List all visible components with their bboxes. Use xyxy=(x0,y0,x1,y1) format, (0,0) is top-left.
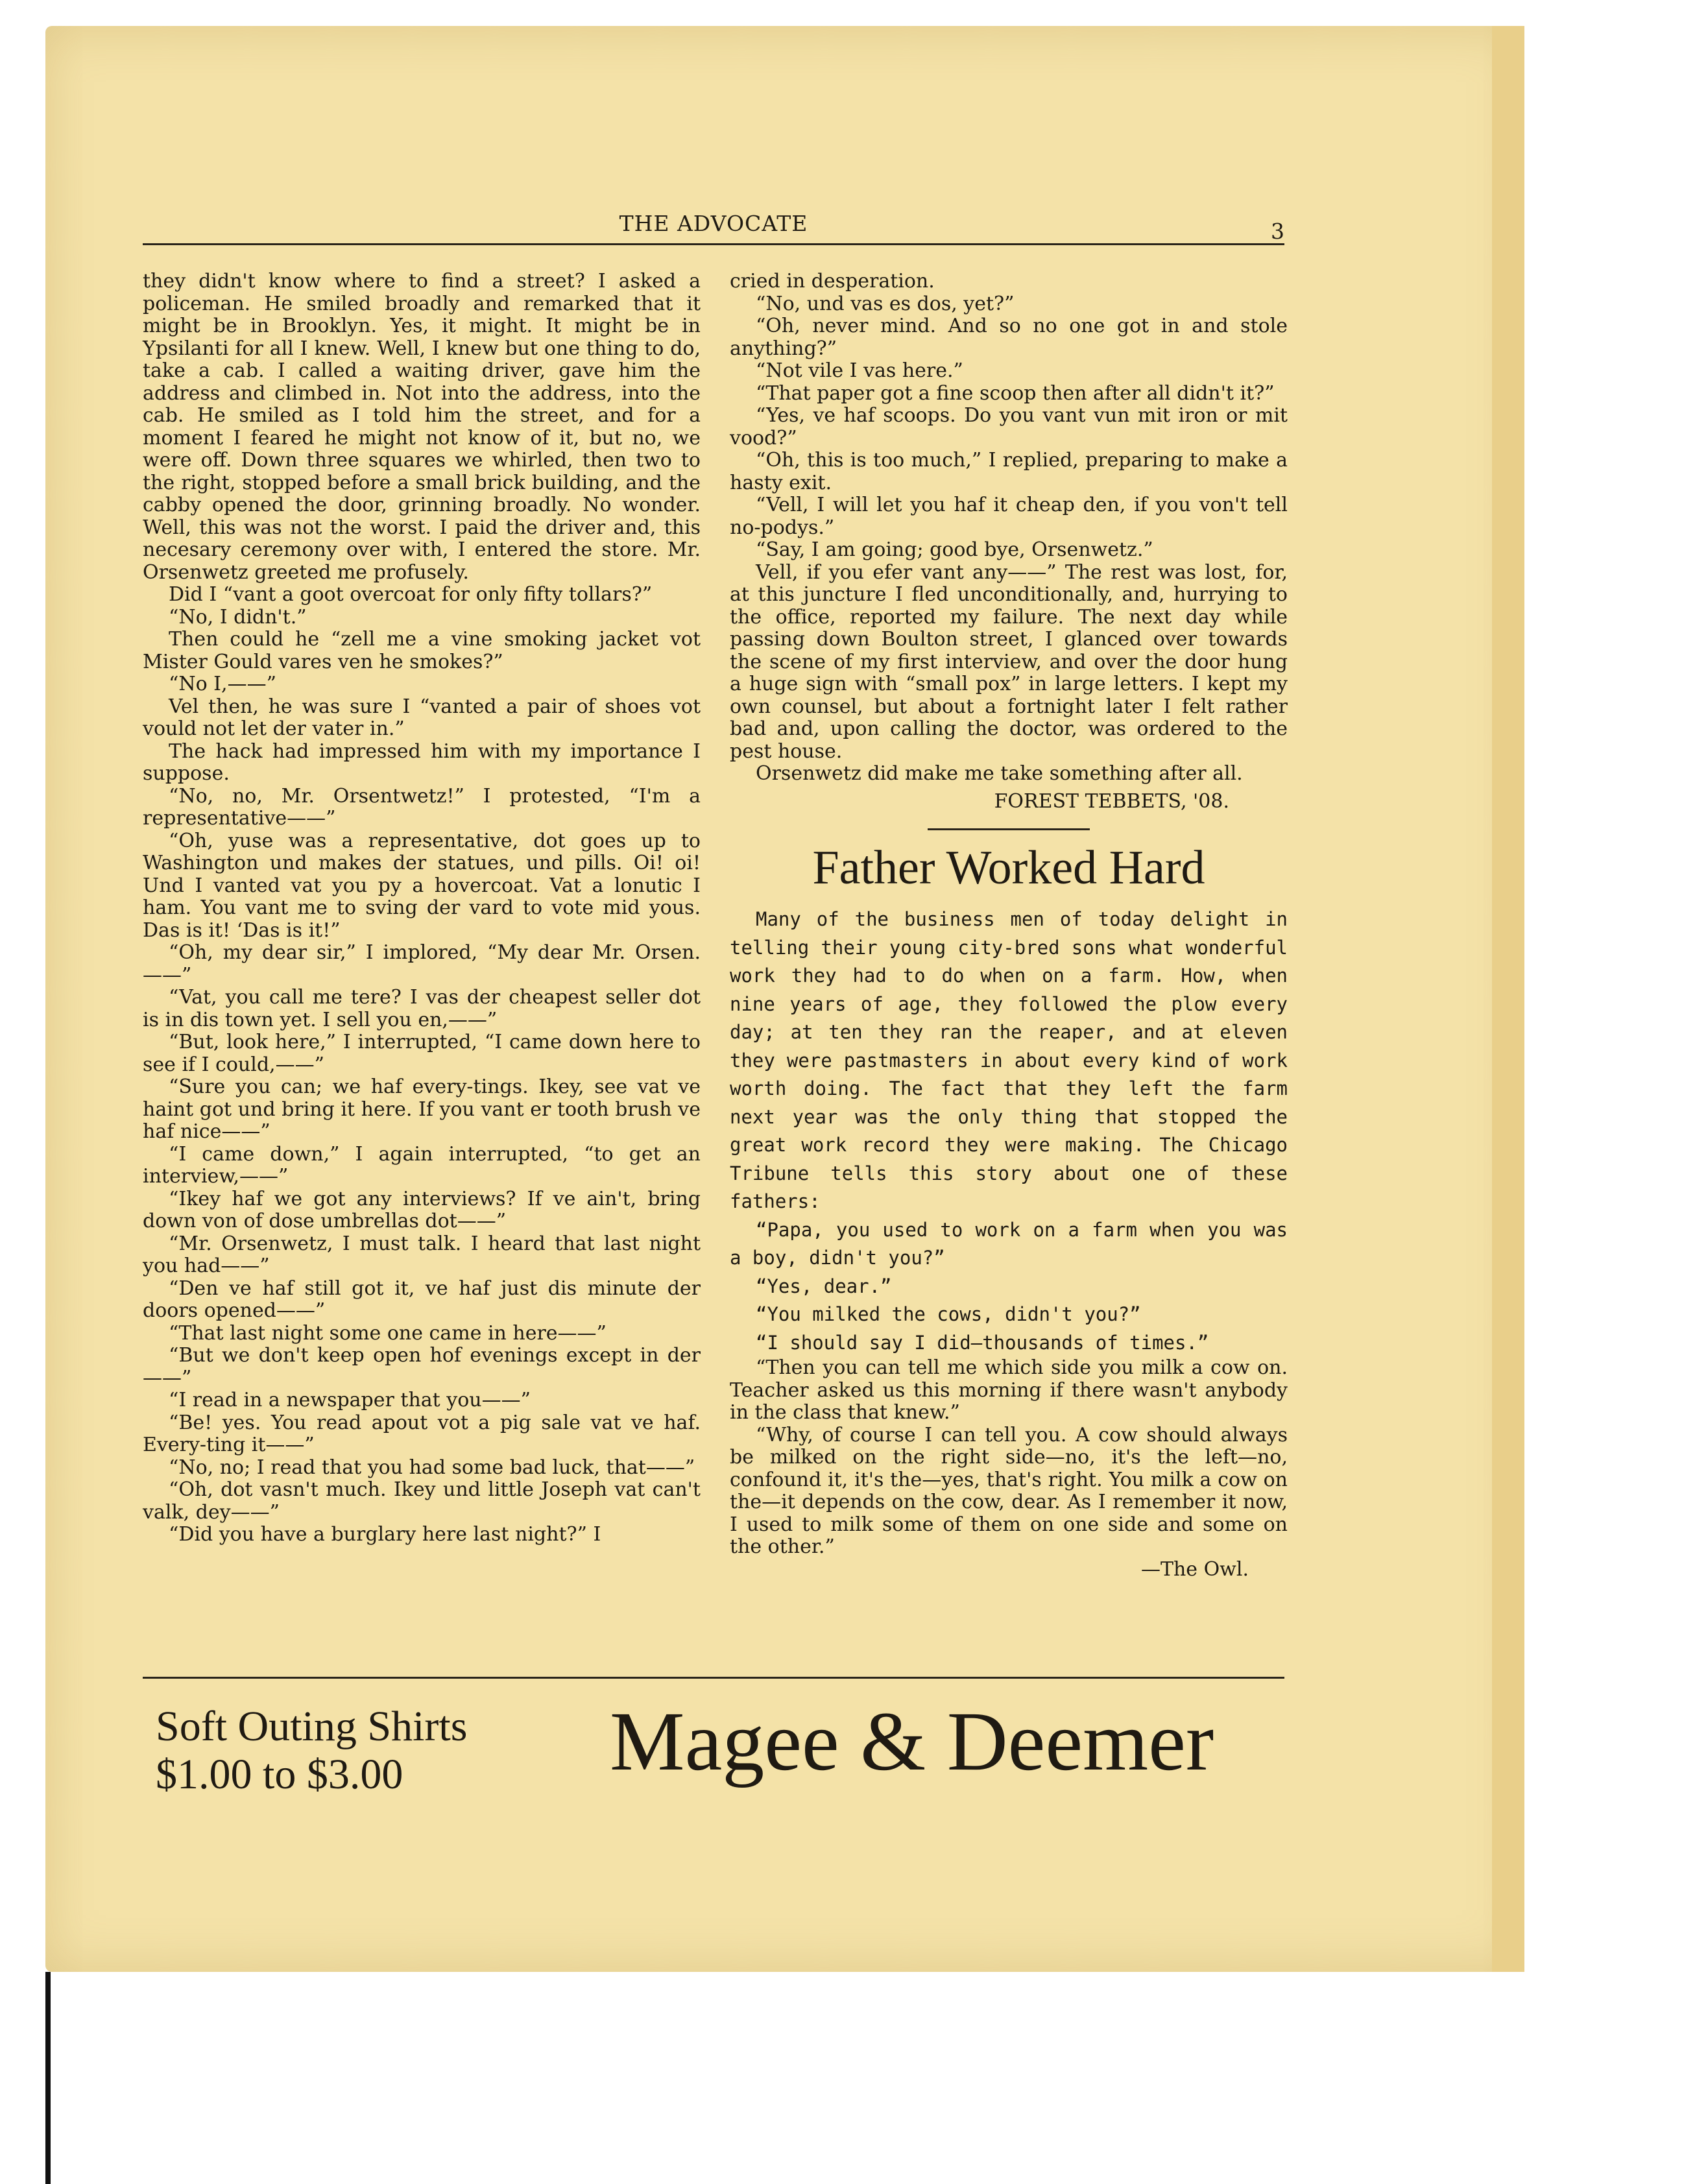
paragraph: “Vat, you call me tere? I vas der cheapest seller dot is in dis town yet. I sell you en,——” xyxy=(143,986,701,1031)
paragraph: they didn't know where to find a street? I asked a policeman. He smiled broadly and remarked that it might be in Brooklyn. Yes, it might. It might be in Ypsilanti for all I knew. Well, I knew but one thing to do, take a cab. I called a waiting driver, gave him the address and climbed in. Not into the address, into the cab. He smiled as I told him the street, and for a moment I feared he might not know of it, but no, we were off. Down three squares we whirled, then two to the right, stopped before a small brick building, and the cabby opened the door, grinning broadly. No wonder. Well, this was not the worst. I paid the driver and, this necesary ceremony over with, I entered the store. Mr. Orsenwetz greeted me profusely. xyxy=(143,270,701,584)
paragraph: Did I “vant a goot overcoat for only fifty tollars?” xyxy=(169,583,653,606)
paragraph: “Oh, dot vasn't much. Ikey und little Joseph vat can't valk, dey——” xyxy=(143,1478,701,1524)
paragraph: “But we don't keep open hof evenings except in der——” xyxy=(143,1344,701,1389)
paragraph: “No, no, Mr. Orsentwetz!” I protested, “I'm a representative——” xyxy=(143,784,701,830)
paragraph: “No, no; I read that you had some bad luck, that——” xyxy=(169,1456,695,1479)
paragraph: “Papa, you used to work on a farm when you was a boy, didn't you?” xyxy=(730,1218,1288,1269)
paragraph: “No I,——” xyxy=(169,673,276,695)
page-number: 3 xyxy=(1271,219,1284,244)
publication-title: THE ADVOCATE xyxy=(619,211,808,236)
paragraph: “That paper got a fine scoop then after all didn't it?” xyxy=(756,381,1275,405)
paragraph: “No, I didn't.” xyxy=(169,605,307,629)
paragraph: “That last night some one came in here——” xyxy=(169,1321,607,1345)
author-signature: FOREST TEBBETS, '08. xyxy=(994,789,1229,813)
paper-edge xyxy=(1492,26,1524,1972)
paragraph: “Be! yes. You read apout vot a pig sale vat ve haf. Every-ting it——” xyxy=(143,1411,701,1456)
advertisement-brand: Magee & Deemer xyxy=(610,1695,1214,1788)
article-source: —The Owl. xyxy=(1140,1557,1249,1581)
paragraph: “Den ve haf still got it, ve haf just dis minute der doors opened——” xyxy=(143,1277,701,1322)
paragraph: “Yes, dear.” xyxy=(756,1275,892,1297)
paragraph: “Mr. Orsenwetz, I must talk. I heard that last night you had——” xyxy=(143,1232,701,1277)
paragraph: “Sure you can; we haf every-tings. Ikey, see vat ve haint got und bring it here. If you vant er tooth brush ve haf nice——” xyxy=(143,1075,701,1143)
paragraph: The hack had impressed him with my importance I suppose. xyxy=(143,739,701,785)
paragraph: “Why, of course I can tell you. A cow should always be milked on the right side—no, it's the left—no, confound it, it's the—yes, that's right. You milk a cow on the—it depends on the cow, dear. As I remember it now, I used to milk some of them on one side and some on the other.” xyxy=(730,1423,1288,1558)
ad-line-product: Soft Outing Shirts xyxy=(156,1703,468,1750)
running-head xyxy=(143,211,1284,245)
advertisement-shirts xyxy=(156,1703,519,1799)
article-title: Father Worked Hard xyxy=(812,841,1205,894)
paragraph: Vel then, he was sure I “vanted a pair of shoes vot vould not let der vater in.” xyxy=(143,695,701,740)
ad-line-price: $1.00 to $3.00 xyxy=(156,1751,403,1798)
section-divider xyxy=(928,828,1090,830)
paragraph: “Ikey haf we got any interviews? If ve ain't, bring down von of dose umbrellas dot——” xyxy=(143,1187,701,1232)
binding-edge xyxy=(45,1972,51,2184)
paragraph: “Yes, ve haf scoops. Do you vant vun mit iron or mit vood?” xyxy=(730,404,1288,450)
right-column xyxy=(730,270,1288,1581)
paragraph: Many of the business men of today delight in telling their young city-bred sons what wonderful work they had to do when on a farm. How, when nine years of age, they followed the plow every day; at ten they ran the reaper, and at eleven they were pastmasters in about every kind of work worth doing. The fact that they left the farm next year was the only thing that stopped the great work record they were making. The Chicago Tribune tells this story about one of these fathers: xyxy=(730,908,1288,1212)
paragraph: “You milked the cows, didn't you?” xyxy=(756,1303,1141,1325)
paragraph: “I should say I did—thousands of times.” xyxy=(756,1331,1209,1354)
paragraph: “Oh, my dear sir,” I implored, “My dear Mr. Orsen.——” xyxy=(143,941,701,987)
paragraph: “I read in a newspaper that you——” xyxy=(169,1389,531,1411)
paragraph: “Say, I am going; good bye, Orsenwetz.” xyxy=(756,538,1153,561)
paragraph: “Oh, never mind. And so no one got in and stole anything?” xyxy=(730,315,1288,360)
paragraph: “Did you have a burglary here last night?” I xyxy=(169,1523,601,1546)
paragraph: Orsenwetz did make me take something after all. xyxy=(756,762,1243,785)
paragraph: cried in desperation. xyxy=(730,270,935,293)
paragraph: Then could he “zell me a vine smoking jacket vot Mister Gould vares ven he smokes?” xyxy=(143,628,701,673)
paragraph: “Then you can tell me which side you milk a cow on. Teacher asked us this morning if there wasn't anybody in the class that knew.” xyxy=(730,1356,1288,1424)
paragraph: “But, look here,” I interrupted, “I came down here to see if I could,——” xyxy=(143,1031,701,1076)
paragraph: “I came down,” I again interrupted, “to get an interview,——” xyxy=(143,1142,701,1188)
paragraph: Vell, if you efer vant any——” The rest was lost, for, at this juncture I fled unconditionally, and, hurrying to the office, reported my failure. The next day while passing down Boulton street, I glanced over towards the scene of my first interview, and over the door hung a huge sign with “small pox” in large letters. I kept my own counsel, but about a fortnight later I felt rather bad and, upon calling the doctor, was ordered to the pest house. xyxy=(730,560,1288,763)
paragraph: “Vell, I will let you haf it cheap den, if you von't tell no-podys.” xyxy=(730,494,1288,539)
paragraph: “No, und vas es dos, yet?” xyxy=(756,292,1015,315)
paragraph: “Not vile I vas here.” xyxy=(756,359,963,382)
bottom-divider xyxy=(143,1677,1284,1679)
article-body xyxy=(730,906,1288,1357)
paragraph: “Oh, this is too much,” I replied, preparing to make a hasty exit. xyxy=(730,449,1288,494)
left-column xyxy=(143,270,701,1546)
paragraph: “Oh, yuse was a representative, dot goes up to Washington und makes der statues, und pills. Oi! oi! Und I vanted vat you py a hovercoat. Vat a lonutic I ham. You vant me to sving der vard to vote mid yous. Das is it! ‘Das is it!” xyxy=(143,829,701,942)
